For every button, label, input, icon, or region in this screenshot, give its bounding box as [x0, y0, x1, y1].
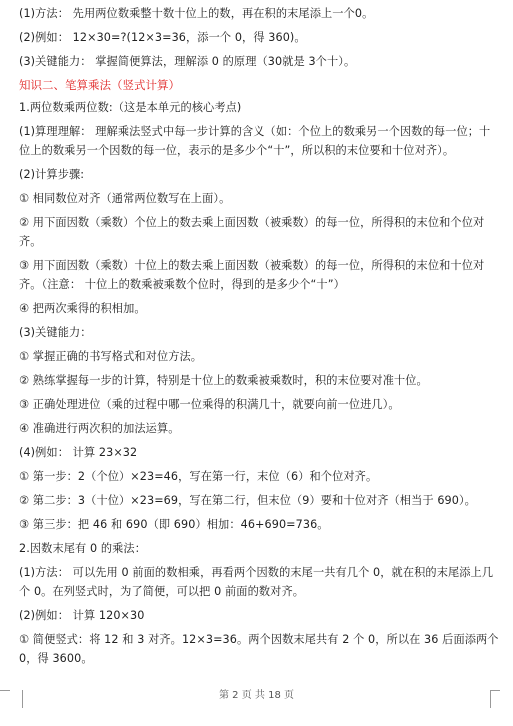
ability-title: (3)关键能力： [19, 326, 92, 339]
step-item: ③ 用下面因数（乘数）十位上的数去乘上面因数（被乘数）的每一位，所得积的末位和十位对齐。（注意： 十位上的数乘被乘数个位时，得到的是多少个“十”） [19, 259, 485, 291]
section-heading: 知识二、笔算乘法（竖式计算） [19, 78, 180, 92]
crop-mark [490, 690, 500, 691]
method-paragraph: (1)方法： 可以先用 0 前面的数相乘，再看两个因数的末尾一共有几个 0，就在积的末尾添上几个 0。在列竖式时，为了简便，可以把 0 前面的数对齐。 [19, 566, 494, 598]
subsection-title: 1.两位数乘两位数:（这是本单元的核心考点) [19, 101, 242, 114]
example-step: ① 第一步：2（个位）×23=46，写在第一行，末位（6）和个位对齐。 [19, 470, 378, 483]
crop-mark [0, 690, 10, 691]
step-item: ④ 把两次乘得的积相加。 [19, 302, 146, 315]
ability-item: ③ 正确处理进位（乘的过程中哪一位乘得的积满几十，就要向前一位进几）。 [19, 398, 400, 411]
example-step: ③ 第三步：把 46 和 690（即 690）相加：46+690=736。 [19, 518, 329, 531]
example-title: (4)例如： 计算 23×32 [19, 446, 138, 459]
ability-item: ② 熟练掌握每一步的计算，特别是十位上的数乘被乘数时，积的末位要对准十位。 [19, 374, 428, 387]
crop-mark [490, 690, 503, 708]
step-item: ① 相同数位对齐（通常两位数写在上面）。 [19, 192, 231, 205]
subsection-title: 2.因数末尾有 0 的乘法： [19, 542, 146, 555]
ability-item: ① 掌握正确的书写格式和对位方法。 [19, 350, 203, 363]
step-item: ② 用下面因数（乘数）个位上的数去乘上面因数（被乘数）的每一位，所得积的末位和个位对齐。 [19, 216, 485, 248]
example-step: ② 第二步：3（十位）×23=69，写在第二行，但末位（9）要和十位对齐（相当于 690）。 [19, 494, 476, 507]
key-ability-line: (3)关键能力： 掌握简便算法，理解添 0 的原理（30就是 3个十）。 [19, 55, 356, 68]
crop-mark [10, 690, 23, 708]
example-step: ① 简便竖式：将 12 和 3 对齐。12×3=36。两个因数末尾共有 2 个 0，所以在 36 后面添两个 0，得 3600。 [19, 633, 499, 665]
example-line: (2)例如： 12×30=?(12×3=36，添一个 0，得 360)。 [19, 31, 306, 44]
document-body [19, 4, 499, 673]
ability-item: ④ 准确进行两次积的加法运算。 [19, 422, 180, 435]
page-footer: 第 2 页 共 18 页 [219, 690, 294, 701]
method-line: (1)方法： 先用两位数乘整十数十位上的数，再在积的末尾添上一个0。 [19, 7, 374, 20]
example-title: (2)例如： 计算 120×30 [19, 609, 145, 622]
steps-title: (2)计算步骤: [19, 168, 85, 181]
principle-paragraph: (1)算理理解： 理解乘法竖式中每一步计算的含义（如：个位上的数乘另一个因数的每一位；十位上的数乘另一个因数的每一位，表示的是多少个“十”，所以积的末位要和十位对齐）。 [19, 125, 491, 157]
